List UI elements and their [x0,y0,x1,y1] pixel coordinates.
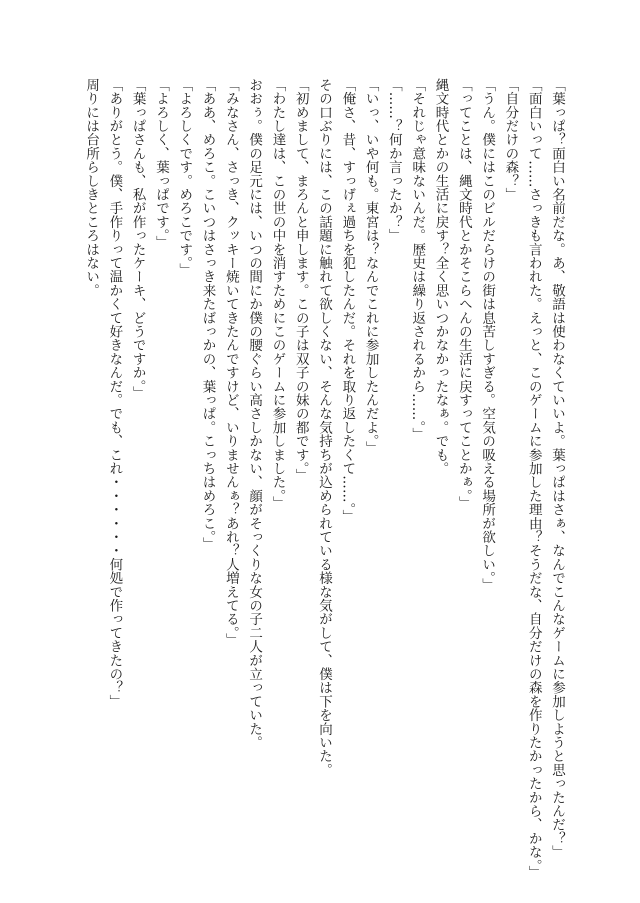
text-line: 「初めまして、まろんと申します。この子は双子の妹の都です。」 [292,78,309,483]
text-line: 「よろしくです。めろこです。」 [176,78,193,277]
text-line: 「みなさん、さっき、クッキー焼いてきたんですけど、いりませんぁ？あれ？人増えてる。」 [222,78,239,647]
text-line: 「葉っぱさんも、私が作ったケーキ、どうですか。」 [129,78,146,401]
text-line: 「わたし達は、この世の中を消すためにこのゲームに参加しました。」 [269,78,286,510]
vertical-text-block [79,78,568,880]
text-line: 縄文時代とかの生活に戻す？全く思いつかなかったなぁ。でも。 [432,78,449,476]
text-line: 「いっ、いや何も。東宮は？なんでこれに参加したんだよ。」 [362,78,379,455]
text-line: 「ってことは、縄文時代とかそこらへんの生活に戻すってことかぁ。」 [455,78,472,510]
text-line: 「……？何か言ったか？」 [385,78,402,243]
text-line: 「それじゃ意味ないんだ。歴史は繰り返されるから……。」 [409,78,426,442]
text-line: 「俺さ、昔、すっげぇ過ちを犯したんだ。それを取り返したくて……。」 [339,78,356,524]
text-line: 「自分だけの森？」 [502,78,519,202]
text-line: おおぅ。僕の足元には、いつの間にか僕の腰ぐらい高さしかない、顔がそっくりな女の子二人が立っていた。 [246,78,263,750]
text-line: 「ありがとう。僕、手作りって温かくて好きなんだ。でも、これ・・・・・・何処で作ってきたの？」 [106,78,123,709]
text-line: 「葉っぱ？面白い名前だな。あ、敬語は使わなくていいよ。葉っぱはさぁ、なんでこんなゲームに参加しようと思ったんだ？」 [549,78,565,859]
text-line: 「よろしく、葉っぱです。」 [152,78,169,250]
text-line: 「ああ、めろこ。こいつはさっき来たばっかの、葉っぱ。こっちはめろこ。」 [199,78,216,551]
text-line: 「うん。僕にはこのビルだらけの街は息苦しすぎる。空気の吸える場所が欲しい。」 [479,78,496,592]
text-line: その口ぶりには、この話題に触れて欲しくない、そんな気持ちが込められている様な気がして、僕は下を向いた。 [316,78,333,777]
text-line: 周りには台所らしきところはない。 [83,78,100,298]
text-line: 「面白いって……さっきも言われた。えっと、このゲームに参加した理由？そうだな、自分だけの森を作りたかったから、かな。」 [525,78,542,880]
